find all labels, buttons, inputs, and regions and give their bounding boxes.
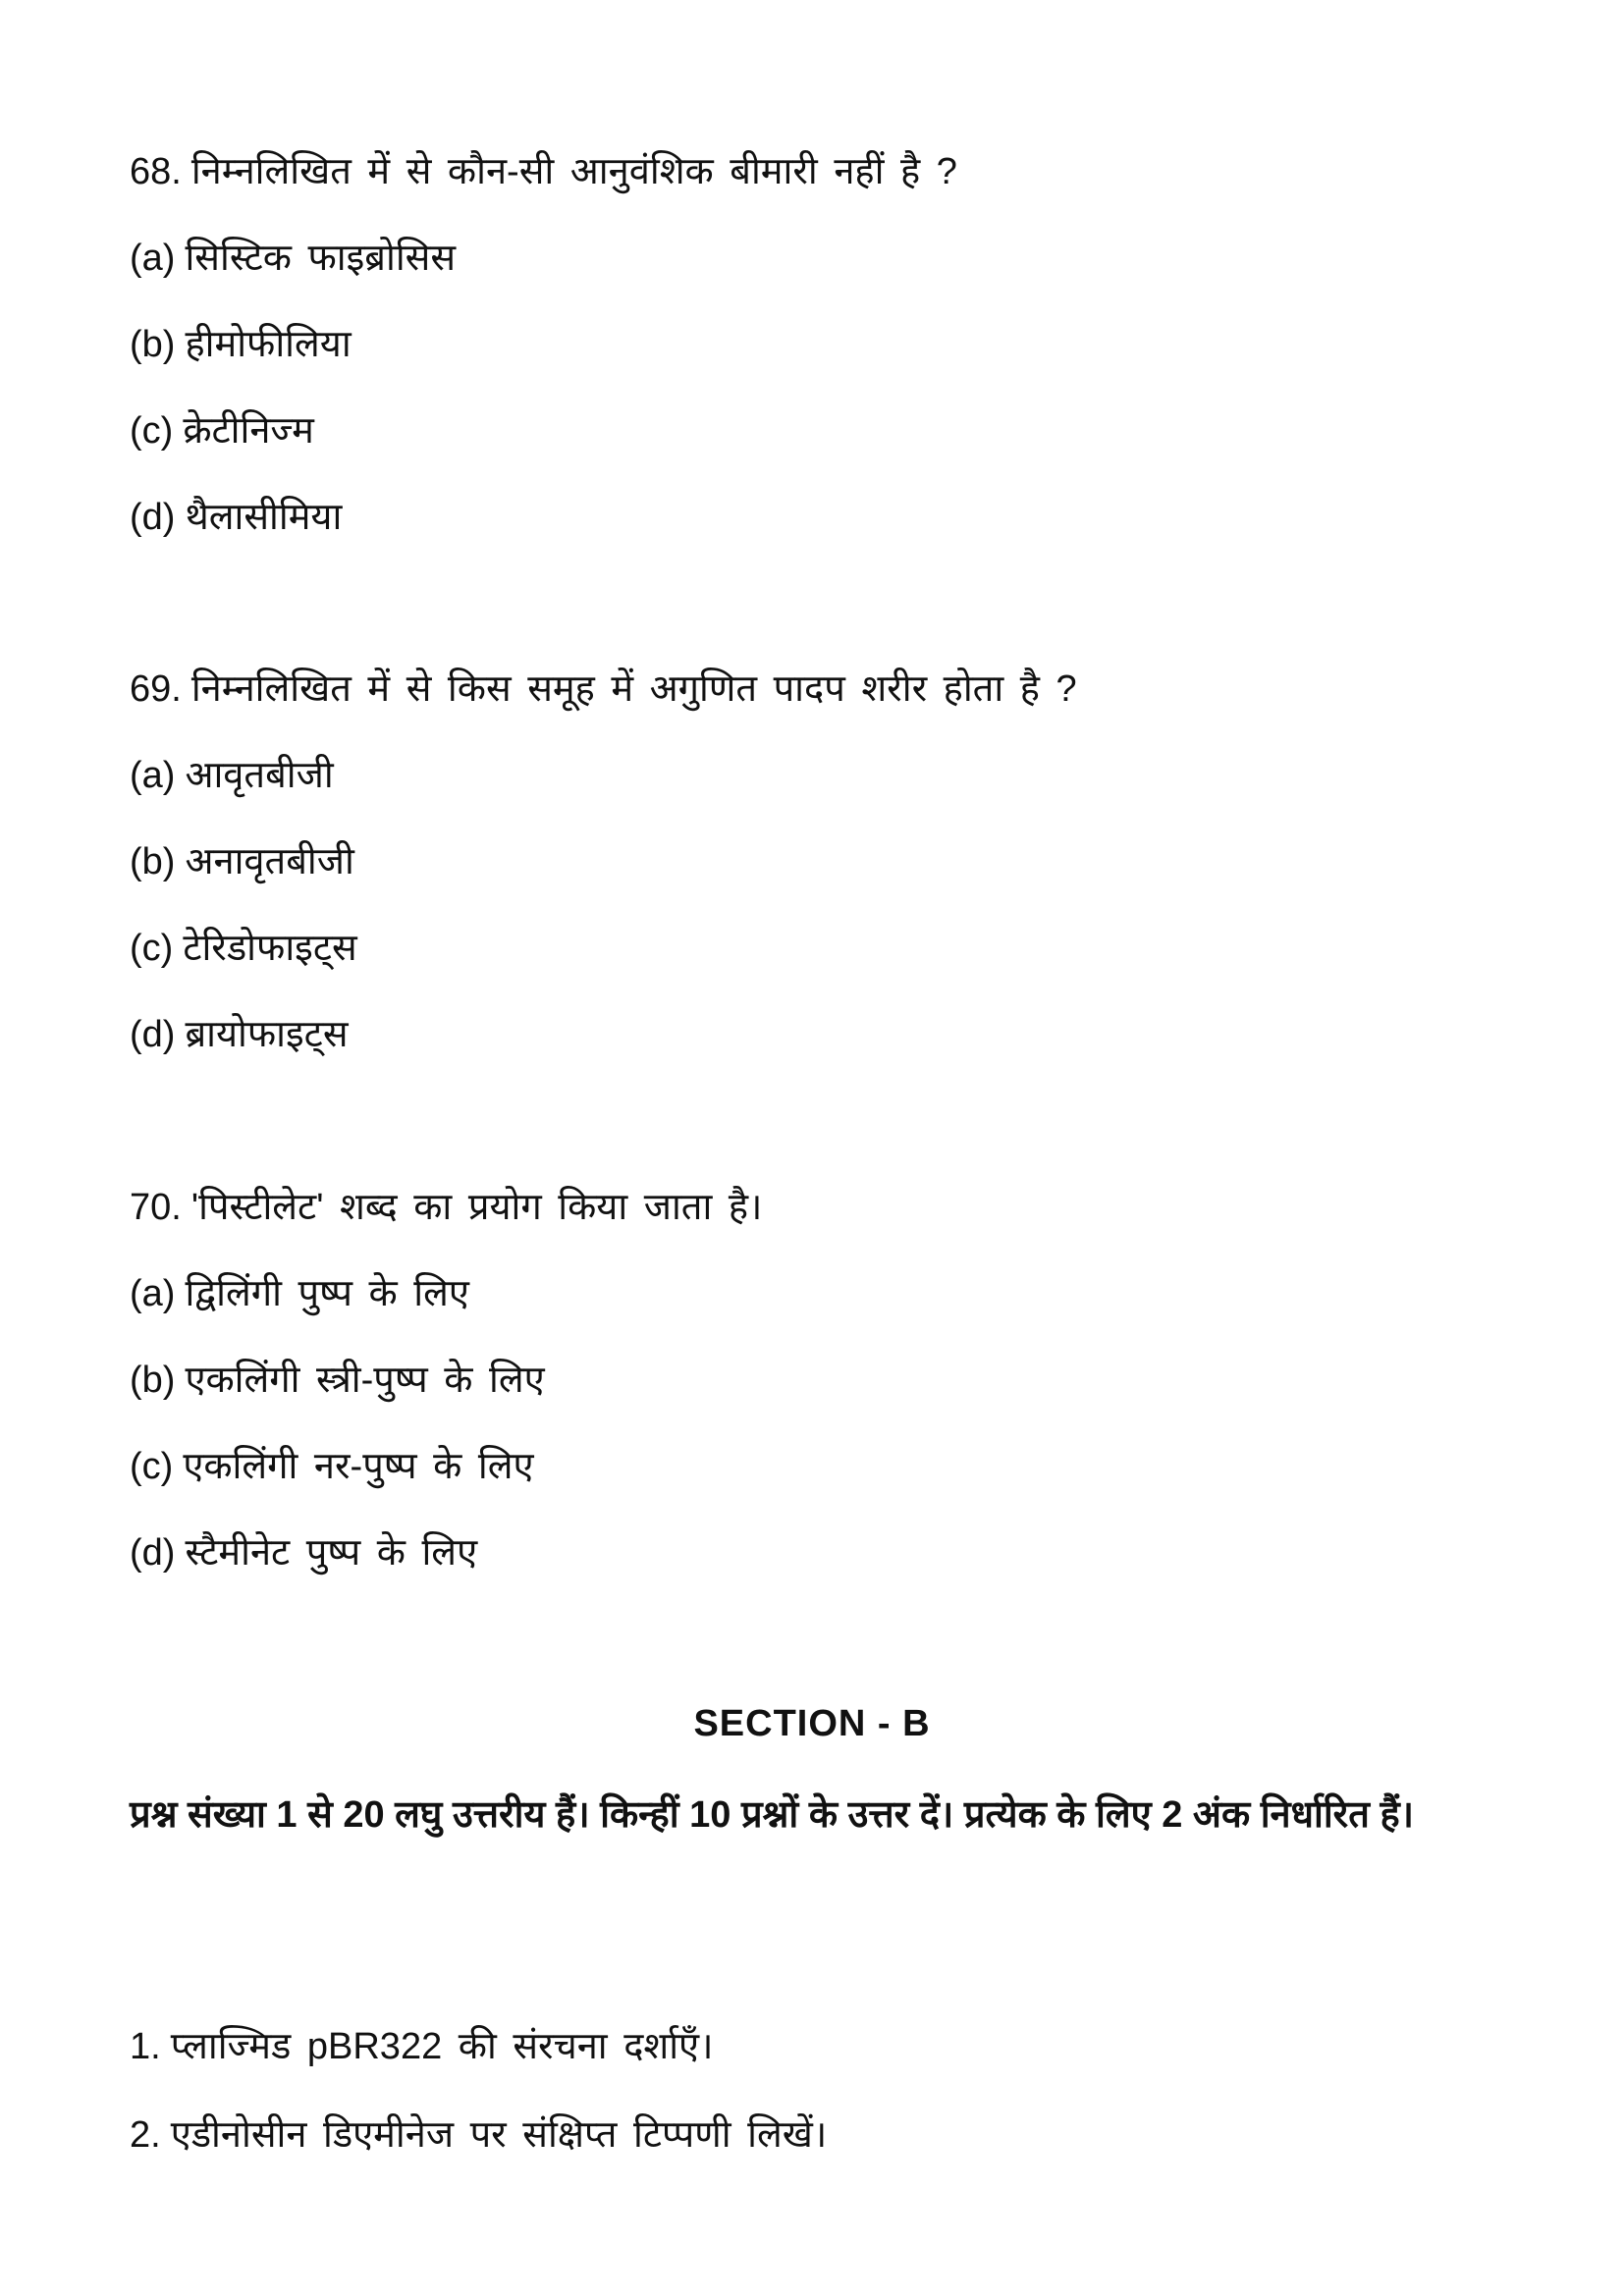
option-label: (c) [130, 410, 174, 452]
question-69-text: निम्नलिखित में से किस समूह में अगुणित पादप शरीर होता है ? [190, 668, 1077, 710]
option [130, 320, 352, 369]
option-label: (a) [130, 238, 176, 279]
option-label: (b) [130, 324, 176, 365]
option-label: (d) [130, 497, 176, 538]
option [130, 1356, 545, 1405]
option [130, 493, 342, 542]
option-label: (a) [130, 755, 176, 796]
option-text: एकलिंगी स्त्री-पुष्प के लिए [185, 1360, 545, 1401]
option [130, 1269, 469, 1318]
option [130, 837, 354, 886]
option [130, 924, 357, 973]
option-text: आवृतबीजी [185, 755, 334, 796]
option-label: (a) [130, 1273, 176, 1314]
question-68-text: निम्नलिखित में से कौन-सी आनुवंशिक बीमारी नहीं है ? [190, 151, 957, 192]
option [130, 751, 334, 800]
question-70-text: 'पिस्टीलेट' शब्द का प्रयोग किया जाता है। [190, 1187, 763, 1228]
option-text: हीमोफीलिया [185, 324, 352, 365]
option-label: (c) [130, 928, 174, 969]
option-label: (d) [130, 1532, 176, 1574]
option [130, 1010, 349, 1059]
option-text: एकलिंगी नर-पुष्प के लिए [183, 1446, 534, 1487]
option-text: थैलासीमिया [185, 497, 343, 538]
question-70-label: 70. [130, 1187, 182, 1228]
question-number: 2. [130, 2114, 161, 2156]
option-label: (b) [130, 841, 176, 882]
option-text: क्रेटीनिज्म [183, 410, 314, 452]
option-text: ब्रायोफाइट्स [185, 1014, 349, 1055]
option [130, 234, 456, 283]
question-text: एडीनोसीन डिएमीनेज पर संक्षिप्त टिप्पणी लिखें। [170, 2114, 828, 2156]
section-b-question [130, 2110, 827, 2160]
option [130, 1442, 534, 1491]
option-label: (d) [130, 1014, 176, 1055]
option-label: (b) [130, 1360, 176, 1401]
question-70 [130, 1183, 762, 1232]
option-text: सिस्टिक फाइब्रोसिस [185, 238, 457, 279]
question-text: प्लाज्मिड pBR322 की संरचना दर्शाएँ। [170, 2026, 714, 2067]
option [130, 1528, 477, 1577]
question-69 [130, 665, 1077, 714]
question-number: 1. [130, 2026, 161, 2067]
question-69-label: 69. [130, 668, 182, 710]
section-b-instruction: प्रश्न संख्या 1 से 20 लघु उत्तरीय हैं। किन्हीं 10 प्रश्नों के उत्तर दें। प्रत्येक के लिए 2 अंक निर्धारित हैं। [130, 1794, 1415, 1836]
option-text: अनावृतबीजी [185, 841, 354, 882]
option-text: टेरिडोफाइट्स [183, 928, 357, 969]
option [130, 406, 314, 455]
section-b-question [130, 2022, 713, 2071]
question-68 [130, 147, 957, 196]
option-label: (c) [130, 1446, 174, 1487]
option-text: द्विलिंगी पुष्प के लिए [185, 1273, 469, 1314]
option-text: स्टैमीनेट पुष्प के लिए [185, 1532, 478, 1574]
section-b-title: SECTION - B [693, 1703, 931, 1744]
question-68-label: 68. [130, 151, 182, 192]
